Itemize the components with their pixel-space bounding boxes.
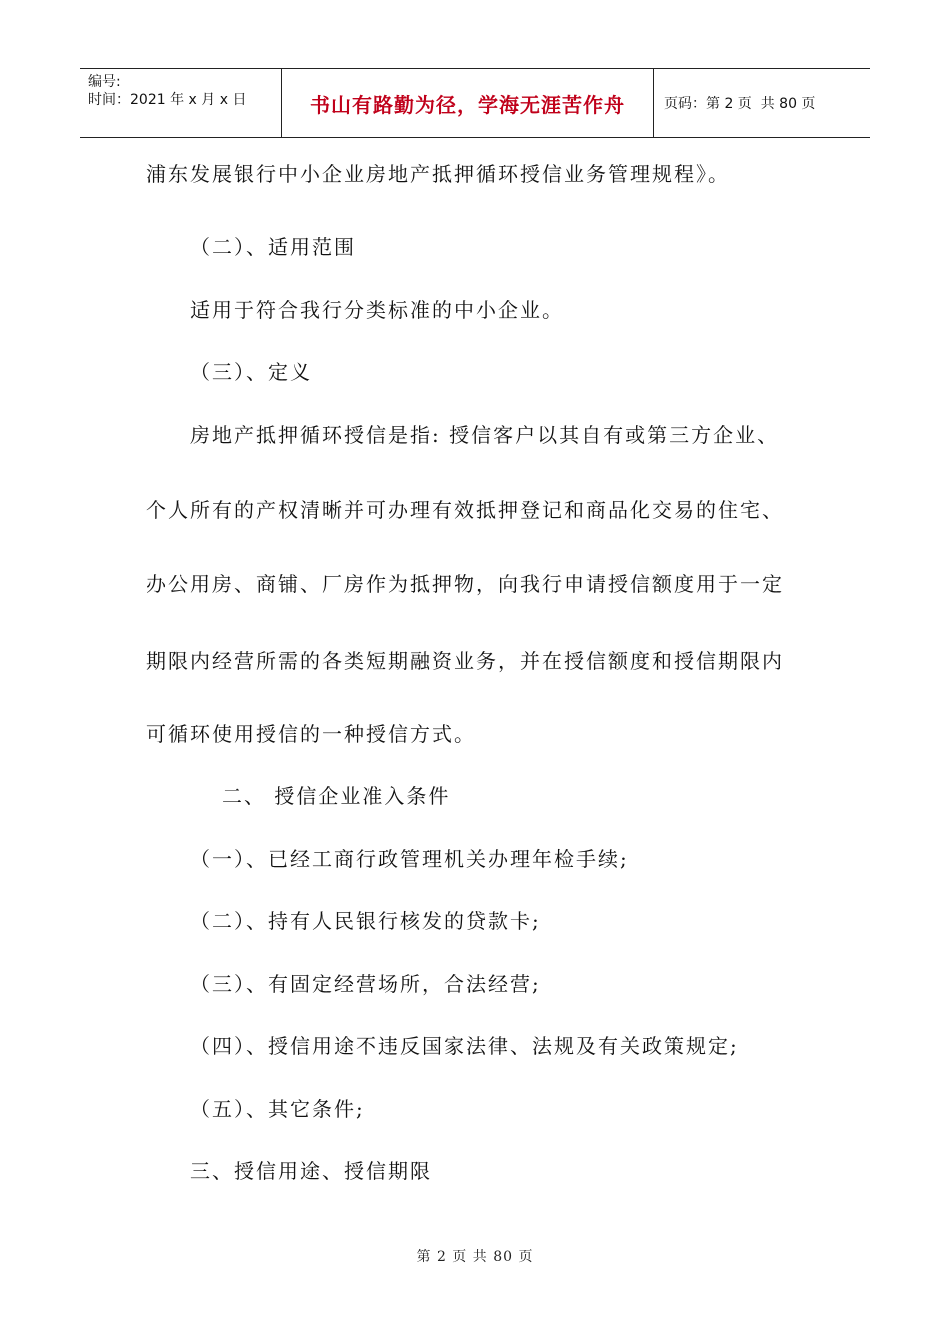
list-item: （二）、持有人民银行核发的贷款卡; [190,909,541,933]
body-line: 期限内经营所需的各类短期融资业务，并在授信额度和授信期限内 [146,649,784,673]
section-heading: 三、授信用途、授信期限 [190,1159,432,1183]
section-heading: （二）、适用范围 [190,235,356,259]
body-line: 房地产抵押循环授信是指: 授信客户以其自有或第三方企业、 [190,423,780,447]
list-item: （四）、授信用途不违反国家法律、法规及有关政策规定; [190,1034,739,1058]
body-line: 可循环使用授信的一种授信方式。 [146,722,476,746]
body-line: 办公用房、商铺、厂房作为抵押物，向我行申请授信额度用于一定 [146,572,784,596]
list-item: （三）、有固定经营场所，合法经营; [190,972,541,996]
time-label: 时间：2021 年 x 月 x 日 [88,92,247,108]
header-page-cell [654,69,870,137]
section-heading: 二、 授信企业准入条件 [222,784,451,808]
list-item: （一）、已经工商行政管理机关办理年检手续; [190,847,629,871]
header-motto-cell [282,69,654,137]
number-label: 编号: [88,74,121,90]
page-label: 页码：第 2 页 共 80 页 [664,96,816,112]
section-heading: （三）、定义 [190,360,312,384]
page-footer: 第 2 页 共 80 页 [416,1249,534,1265]
body-line: 浦东发展银行中小企业房地产抵押循环授信业务管理规程》。 [146,162,730,186]
body-line: 个人所有的产权清晰并可办理有效抵押登记和商品化交易的住宅、 [146,498,784,522]
list-item: （五）、其它条件; [190,1097,365,1121]
header-meta-cell [80,69,282,137]
motto-text: 书山有路勤为径，学海无涯苦作舟 [310,92,625,117]
body-line: 适用于符合我行分类标准的中小企业。 [190,298,564,322]
document-header [80,68,870,138]
